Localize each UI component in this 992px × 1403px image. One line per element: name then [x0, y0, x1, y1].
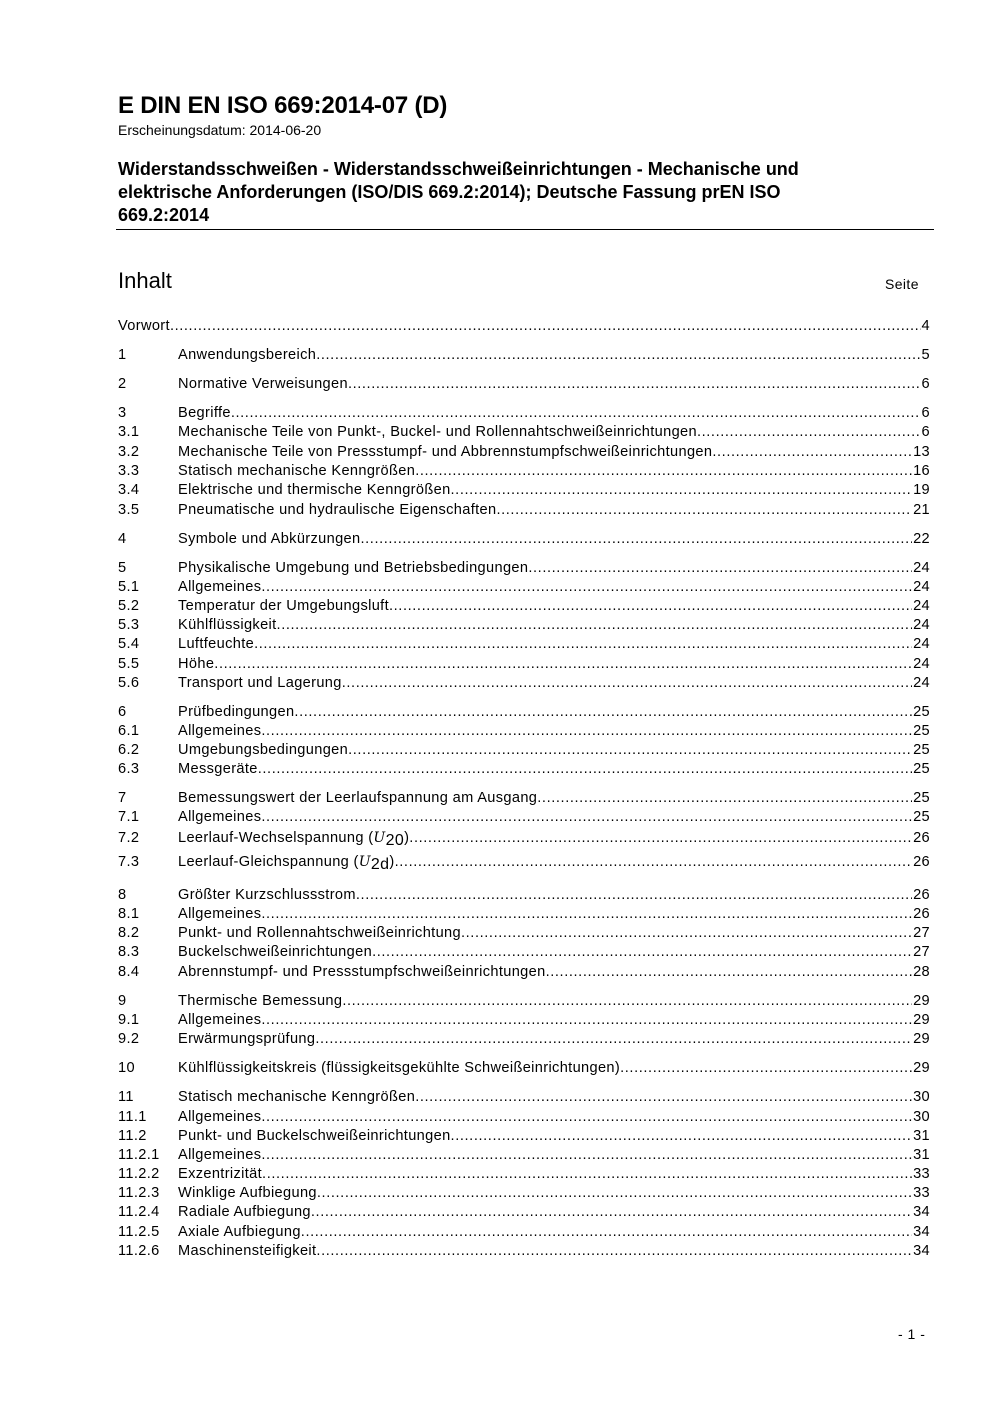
toc-entry-title-text: Erwärmungsprüfung: [178, 1031, 316, 1047]
toc-entry-title: [178, 530, 360, 549]
subject-line: 669.2:2014: [118, 205, 210, 225]
toc-entry-page: 24: [913, 560, 930, 576]
toc-entry[interactable]: [118, 852, 930, 871]
toc-entry-title: [178, 462, 415, 481]
toc-leader-dots: [360, 530, 912, 549]
toc-entry-page: 34: [913, 1224, 930, 1240]
toc-entry-page: 19: [913, 482, 930, 498]
toc-entry-title-text: Leerlauf-Wechselspannung (: [178, 830, 374, 846]
toc-entry-title: [178, 1011, 261, 1030]
toc-entry-title-text: Höhe: [178, 656, 215, 672]
formula-symbol: [358, 854, 390, 873]
toc-entry-title: [178, 1146, 261, 1165]
toc-entry[interactable]: [118, 722, 930, 741]
toc-entry-title-text: Leerlauf-Gleichspannung (: [178, 854, 359, 870]
toc-entry-title-text: Radiale Aufbiegung: [178, 1204, 311, 1220]
toc-entry-title-text: Elektrische und thermische Kenngrößen: [178, 482, 451, 498]
toc-entry-number: 3.5: [118, 502, 140, 518]
toc-entry[interactable]: [118, 1127, 930, 1146]
toc-entry-title-text: Transport und Lagerung: [178, 675, 342, 691]
toc-entry-title: [178, 443, 712, 462]
toc-entry-title-text: Messgeräte: [178, 761, 258, 777]
page-number: - 1 -: [898, 1326, 926, 1342]
subject-line: elektrische Anforderungen (ISO/DIS 669.2:2014); Deutsche Fassung prEN ISO: [118, 182, 781, 202]
toc-entry-number: 2: [118, 376, 127, 392]
toc-entry-title: [178, 1203, 311, 1222]
toc-entry-page: 26: [913, 887, 930, 903]
toc-leader-dots: [317, 1184, 912, 1203]
toc-entry-number: 8.1: [118, 906, 140, 922]
toc-entry-title: [178, 1108, 261, 1127]
toc-leader-dots: [409, 829, 912, 848]
toc-entry-page: 26: [913, 854, 930, 870]
toc-entry-title: [178, 741, 348, 760]
toc-entry-title: [178, 404, 231, 423]
toc-leader-dots: [261, 1146, 912, 1165]
toc-entry-title: [178, 808, 261, 827]
toc-entry[interactable]: [118, 423, 930, 442]
toc-page-column-label: Seite: [885, 276, 919, 292]
toc-entry-title: [178, 616, 277, 635]
toc-entry-number: 5.2: [118, 598, 140, 614]
toc-entry-number: 11.2.2: [118, 1166, 160, 1182]
toc-entry-title: [178, 1059, 620, 1078]
toc-entry-page: 31: [913, 1147, 930, 1163]
toc-leader-dots: [254, 635, 912, 654]
toc-entry[interactable]: [118, 597, 930, 616]
toc-entry[interactable]: [118, 924, 930, 943]
toc-entry-number: 5.4: [118, 636, 140, 652]
toc-entry-title-text: Axiale Aufbiegung: [178, 1224, 301, 1240]
toc-entry-title-text: Mechanische Teile von Pressstumpf- und Abbrennstumpfschweißeinrichtungen: [178, 444, 713, 460]
toc-entry[interactable]: [118, 501, 930, 520]
toc-entry[interactable]: [118, 578, 930, 597]
toc-entry-number: 3.4: [118, 482, 140, 498]
toc-entry-title-text: Anwendungsbereich: [178, 347, 317, 363]
toc-entry-title: [178, 1242, 316, 1261]
toc-entry[interactable]: [118, 559, 930, 578]
toc-entry-title-text: Bemessungswert der Leerlaufspannung am Ausgang: [178, 790, 538, 806]
toc-entry-title-text: Allgemeines: [178, 809, 262, 825]
toc-entry-title-tail: ): [389, 854, 395, 870]
toc-entry-title: [178, 992, 342, 1011]
toc-entry-page: 24: [913, 617, 930, 633]
toc-entry[interactable]: [118, 443, 930, 462]
toc-entry-page: 29: [913, 1012, 930, 1028]
toc-entry-title-text: Statisch mechanische Kenngrößen: [178, 1089, 416, 1105]
toc-entry-page: 24: [913, 675, 930, 691]
toc-entry-title-text: Allgemeines: [178, 723, 262, 739]
toc-entry-number: 10: [118, 1060, 135, 1076]
toc-entry-title: [178, 655, 214, 674]
toc-leader-dots: [451, 481, 913, 500]
toc-entry-page: 13: [913, 444, 930, 460]
toc-leader-dots: [342, 992, 912, 1011]
toc-entry-title: [178, 501, 496, 520]
toc-leader-dots: [528, 559, 912, 578]
toc-entry-page: 6: [921, 405, 930, 421]
toc-entry-title-text: Allgemeines: [178, 1012, 262, 1028]
toc-entry-title: [178, 423, 697, 442]
toc-entry-title: [178, 346, 316, 365]
formula-symbol-letter: U: [373, 830, 386, 846]
toc-entry-title-text: Punkt- und Buckelschweißeinrichtungen: [178, 1128, 451, 1144]
toc-entry[interactable]: [118, 375, 930, 394]
toc-entry-number: 8.2: [118, 925, 140, 941]
toc-entry-title: [178, 559, 528, 578]
toc-entry-page: 33: [913, 1166, 930, 1182]
toc-entry-number: 5.1: [118, 579, 140, 595]
toc-entry-page: 28: [913, 964, 930, 980]
toc-entry-number: 9.1: [118, 1012, 140, 1028]
toc-entry-number: 6.2: [118, 742, 140, 758]
toc-entry-title-text: Statisch mechanische Kenngrößen: [178, 463, 416, 479]
toc-entry-page: 26: [913, 830, 930, 846]
toc-entry-title: [178, 597, 389, 616]
toc-entry-number: 5.3: [118, 617, 140, 633]
toc-entry-number: 7: [118, 790, 127, 806]
toc-entry-number: 8: [118, 887, 127, 903]
toc-leader-dots: [697, 423, 921, 442]
toc-entry[interactable]: [118, 828, 930, 847]
toc-entry-title: [178, 828, 409, 848]
toc-entry-page: 27: [913, 944, 930, 960]
toc-entry-number: 6.1: [118, 723, 140, 739]
toc-leader-dots: [261, 722, 912, 741]
toc-entry[interactable]: [118, 789, 930, 808]
toc-entry-title: [178, 789, 537, 808]
toc-entry-title-tail: ): [404, 830, 410, 846]
toc-leader-dots: [261, 808, 912, 827]
toc-leader-dots: [356, 886, 912, 905]
toc-entry-page: 30: [913, 1109, 930, 1125]
document-subject: [118, 158, 918, 227]
toc-entry-title-text: Maschinensteifigkeit: [178, 1243, 317, 1259]
toc-entry-page: 29: [913, 1031, 930, 1047]
toc-entry-page: 29: [913, 993, 930, 1009]
toc-entry[interactable]: [118, 317, 930, 336]
toc-entry-title: [178, 963, 546, 982]
toc-entry-title-text: Kühlflüssigkeit: [178, 617, 277, 633]
toc-entry-page: 25: [913, 790, 930, 806]
toc-leader-dots: [348, 375, 921, 394]
toc-entry[interactable]: [118, 808, 930, 827]
toc-entry[interactable]: [118, 635, 930, 654]
toc-entry-number: 5: [118, 560, 127, 576]
toc-entry-title: [178, 674, 342, 693]
toc-entry-title-text: Allgemeines: [178, 579, 262, 595]
toc-entry-title: [178, 943, 372, 962]
toc-entry-number: 11.2.4: [118, 1204, 160, 1220]
formula-symbol: [373, 830, 405, 849]
toc-entry-title-text: Winklige Aufbiegung: [178, 1185, 317, 1201]
toc-entry[interactable]: [118, 404, 930, 423]
formula-subscript: 20: [385, 832, 405, 849]
toc-entry-page: 31: [913, 1128, 930, 1144]
toc-entry-title-text: Mechanische Teile von Punkt-, Buckel- und Rollennahtschweißeinrichtungen: [178, 424, 697, 440]
formula-symbol-letter: U: [358, 854, 371, 870]
toc-entry-number: 9: [118, 993, 127, 1009]
toc-entry-page: 33: [913, 1185, 930, 1201]
toc-entry-page: 21: [913, 502, 930, 518]
toc-entry-title: [178, 1088, 415, 1107]
toc-entry-title-text: Punkt- und Rollennahtschweißeinrichtung: [178, 925, 461, 941]
toc-entry-title: [178, 886, 356, 905]
formula-subscript: 2d: [370, 856, 390, 873]
toc-entry[interactable]: [118, 963, 930, 982]
toc-leader-dots: [415, 462, 912, 481]
toc-entry-number: 6: [118, 704, 127, 720]
toc-entry-page: 4: [921, 318, 930, 334]
toc-entry[interactable]: [118, 616, 930, 635]
toc-entry-page: 34: [913, 1204, 930, 1220]
toc-leader-dots: [261, 578, 912, 597]
toc-entry[interactable]: [118, 741, 930, 760]
toc-entry-title: [178, 578, 261, 597]
toc-entry-title: [178, 1030, 315, 1049]
toc-entry[interactable]: [118, 1242, 930, 1261]
toc-leader-dots: [231, 404, 921, 423]
document-title: E DIN EN ISO 669:2014-07 (D): [118, 92, 448, 119]
toc-entry-number: 4: [118, 531, 127, 547]
toc-entry-title: [178, 703, 294, 722]
toc-leader-dots: [170, 317, 921, 336]
toc-entry-page: 25: [913, 723, 930, 739]
toc-entry-title-text: Thermische Bemessung: [178, 993, 343, 1009]
toc-leader-dots: [620, 1059, 912, 1078]
toc-entry-number: 11.2.1: [118, 1147, 160, 1163]
toc-entry[interactable]: [118, 1059, 930, 1078]
toc-leader-dots: [277, 616, 913, 635]
toc-entry-title-text: Normative Verweisungen: [178, 376, 348, 392]
toc-entry-number: 1: [118, 347, 127, 363]
toc-entry-number: 11.1: [118, 1109, 147, 1125]
toc-entry-title-text: Prüfbedingungen: [178, 704, 295, 720]
toc-entry-title-text: Umgebungsbedingungen: [178, 742, 349, 758]
toc-entry-page: 5: [921, 347, 930, 363]
toc-entry-title: [178, 375, 348, 394]
toc-leader-dots: [712, 443, 912, 462]
toc-leader-dots: [258, 760, 912, 779]
toc-entry-title: [178, 1127, 451, 1146]
toc-entry[interactable]: [118, 346, 930, 365]
toc-entry-page: 25: [913, 704, 930, 720]
toc-entry[interactable]: [118, 703, 930, 722]
toc-entry[interactable]: [118, 1203, 930, 1222]
toc-entry[interactable]: [118, 886, 930, 905]
toc-entry-title: [178, 852, 395, 872]
toc-entry-page: 30: [913, 1089, 930, 1105]
toc-entry-number: 11.2.6: [118, 1243, 160, 1259]
toc-entry[interactable]: [118, 462, 930, 481]
toc-entry[interactable]: [118, 655, 930, 674]
toc-entry-title-text: Luftfeuchte: [178, 636, 255, 652]
toc-entry-title-text: Exzentrizität: [178, 1166, 263, 1182]
toc-entry[interactable]: [118, 530, 930, 549]
toc-entry-page: 34: [913, 1243, 930, 1259]
toc-entry-number: 5.5: [118, 656, 140, 672]
header-divider: [116, 229, 934, 230]
toc-leader-dots: [316, 346, 920, 365]
toc-entry-page: 26: [913, 906, 930, 922]
toc-entry-title: [178, 760, 258, 779]
toc-leader-dots: [537, 789, 912, 808]
toc-entry[interactable]: [118, 1011, 930, 1030]
toc-entry[interactable]: [118, 943, 930, 962]
toc-entry-number: 11: [118, 1089, 134, 1105]
toc-entry-number: 5.6: [118, 675, 140, 691]
toc-entry-title: [118, 317, 170, 336]
toc-entry-number: 7.2: [118, 830, 140, 846]
toc-entry-title: [178, 635, 254, 654]
toc-leader-dots: [395, 853, 912, 872]
toc-leader-dots: [315, 1030, 912, 1049]
toc-entry-page: 27: [913, 925, 930, 941]
toc-entry-page: 24: [913, 636, 930, 652]
toc-entry-number: 3.2: [118, 444, 140, 460]
toc-entry-title: [178, 481, 451, 500]
toc-entry[interactable]: [118, 1184, 930, 1203]
toc-entry[interactable]: [118, 1146, 930, 1165]
toc-leader-dots: [415, 1088, 912, 1107]
toc-entry-title-text: Temperatur der Umgebungsluft: [178, 598, 389, 614]
toc-entry[interactable]: [118, 1165, 930, 1184]
toc-heading: Inhalt: [118, 268, 172, 293]
toc-entry-number: 8.4: [118, 964, 140, 980]
toc-leader-dots: [451, 1127, 913, 1146]
toc-entry-number: 11.2.5: [118, 1224, 160, 1240]
toc-entry-number: 8.3: [118, 944, 140, 960]
toc-entry-number: 3: [118, 405, 127, 421]
toc-entry-number: 6.3: [118, 761, 140, 777]
toc-entry-page: 24: [913, 598, 930, 614]
toc-leader-dots: [348, 741, 912, 760]
toc-entry-number: 11.2: [118, 1128, 147, 1144]
toc-entry[interactable]: [118, 1108, 930, 1127]
toc-entry-page: 6: [921, 376, 930, 392]
toc-entry-title-text: Begriffe: [178, 405, 231, 421]
toc-leader-dots: [261, 905, 912, 924]
toc-entry[interactable]: [118, 481, 930, 500]
toc-entry-title: [178, 1165, 262, 1184]
toc-entry-title-text: Kühlflüssigkeitskreis (flüssigkeitsgekühlte Schweißeinrichtungen): [178, 1060, 621, 1076]
toc-entry-title: [178, 722, 261, 741]
toc-entry-page: 25: [913, 761, 930, 777]
toc-entry-title-text: Symbole und Abkürzungen: [178, 531, 361, 547]
toc-entry[interactable]: [118, 674, 930, 693]
toc-leader-dots: [546, 963, 912, 982]
toc-entry-title: [178, 1184, 317, 1203]
toc-entry-title-text: Abrennstumpf- und Pressstumpfschweißeinrichtungen: [178, 964, 546, 980]
toc-leader-dots: [389, 597, 912, 616]
toc-entry-title-text: Allgemeines: [178, 1109, 262, 1125]
toc-entry-title-text: Größter Kurzschlussstrom: [178, 887, 356, 903]
toc-leader-dots: [261, 1108, 912, 1127]
toc-entry-title-text: Physikalische Umgebung und Betriebsbedingungen: [178, 560, 529, 576]
toc-entry-page: 25: [913, 809, 930, 825]
toc-entry-title: [178, 924, 461, 943]
toc-entry[interactable]: [118, 760, 930, 779]
toc-entry-title: [178, 905, 261, 924]
toc-entry[interactable]: [118, 992, 930, 1011]
toc-leader-dots: [496, 501, 912, 520]
toc-entry-title-text: Vorwort: [118, 318, 170, 334]
toc-entry-title-text: Allgemeines: [178, 906, 262, 922]
toc-entry[interactable]: [118, 1223, 930, 1242]
toc-entry-page: 29: [913, 1060, 930, 1076]
toc-leader-dots: [261, 1011, 912, 1030]
toc-entry-number: 7.1: [118, 809, 140, 825]
toc-entry-title-text: Allgemeines: [178, 1147, 262, 1163]
toc-entry-page: 24: [913, 656, 930, 672]
publication-date: Erscheinungsdatum: 2014-06-20: [118, 122, 322, 138]
toc-leader-dots: [262, 1165, 912, 1184]
toc-entry-title-text: Pneumatische und hydraulische Eigenschaften: [178, 502, 497, 518]
toc-entry-title: [178, 1223, 301, 1242]
toc-leader-dots: [311, 1203, 912, 1222]
toc-entry-page: 22: [913, 531, 930, 547]
toc-leader-dots: [461, 924, 912, 943]
toc-leader-dots: [342, 674, 912, 693]
toc-entry-page: 6: [921, 424, 930, 440]
toc-entry[interactable]: [118, 1088, 930, 1107]
toc-leader-dots: [214, 655, 912, 674]
toc-entry-number: 7.3: [118, 854, 140, 870]
toc-entry-number: 3.3: [118, 463, 140, 479]
toc-entry-number: 3.1: [118, 424, 140, 440]
toc-entry[interactable]: [118, 1030, 930, 1049]
toc-leader-dots: [372, 943, 912, 962]
toc-entry-number: 9.2: [118, 1031, 140, 1047]
subject-line: Widerstandsschweißen - Widerstandsschweißeinrichtungen - Mechanische und: [118, 159, 799, 179]
toc-entry-page: 24: [913, 579, 930, 595]
toc-entry-number: 11.2.3: [118, 1185, 160, 1201]
toc-leader-dots: [316, 1242, 912, 1261]
toc-entry[interactable]: [118, 905, 930, 924]
toc-leader-dots: [301, 1223, 912, 1242]
toc-entry-page: 16: [913, 463, 930, 479]
toc-entry-page: 25: [913, 742, 930, 758]
toc-leader-dots: [294, 703, 912, 722]
toc-entry-title-text: Buckelschweißeinrichtungen: [178, 944, 373, 960]
